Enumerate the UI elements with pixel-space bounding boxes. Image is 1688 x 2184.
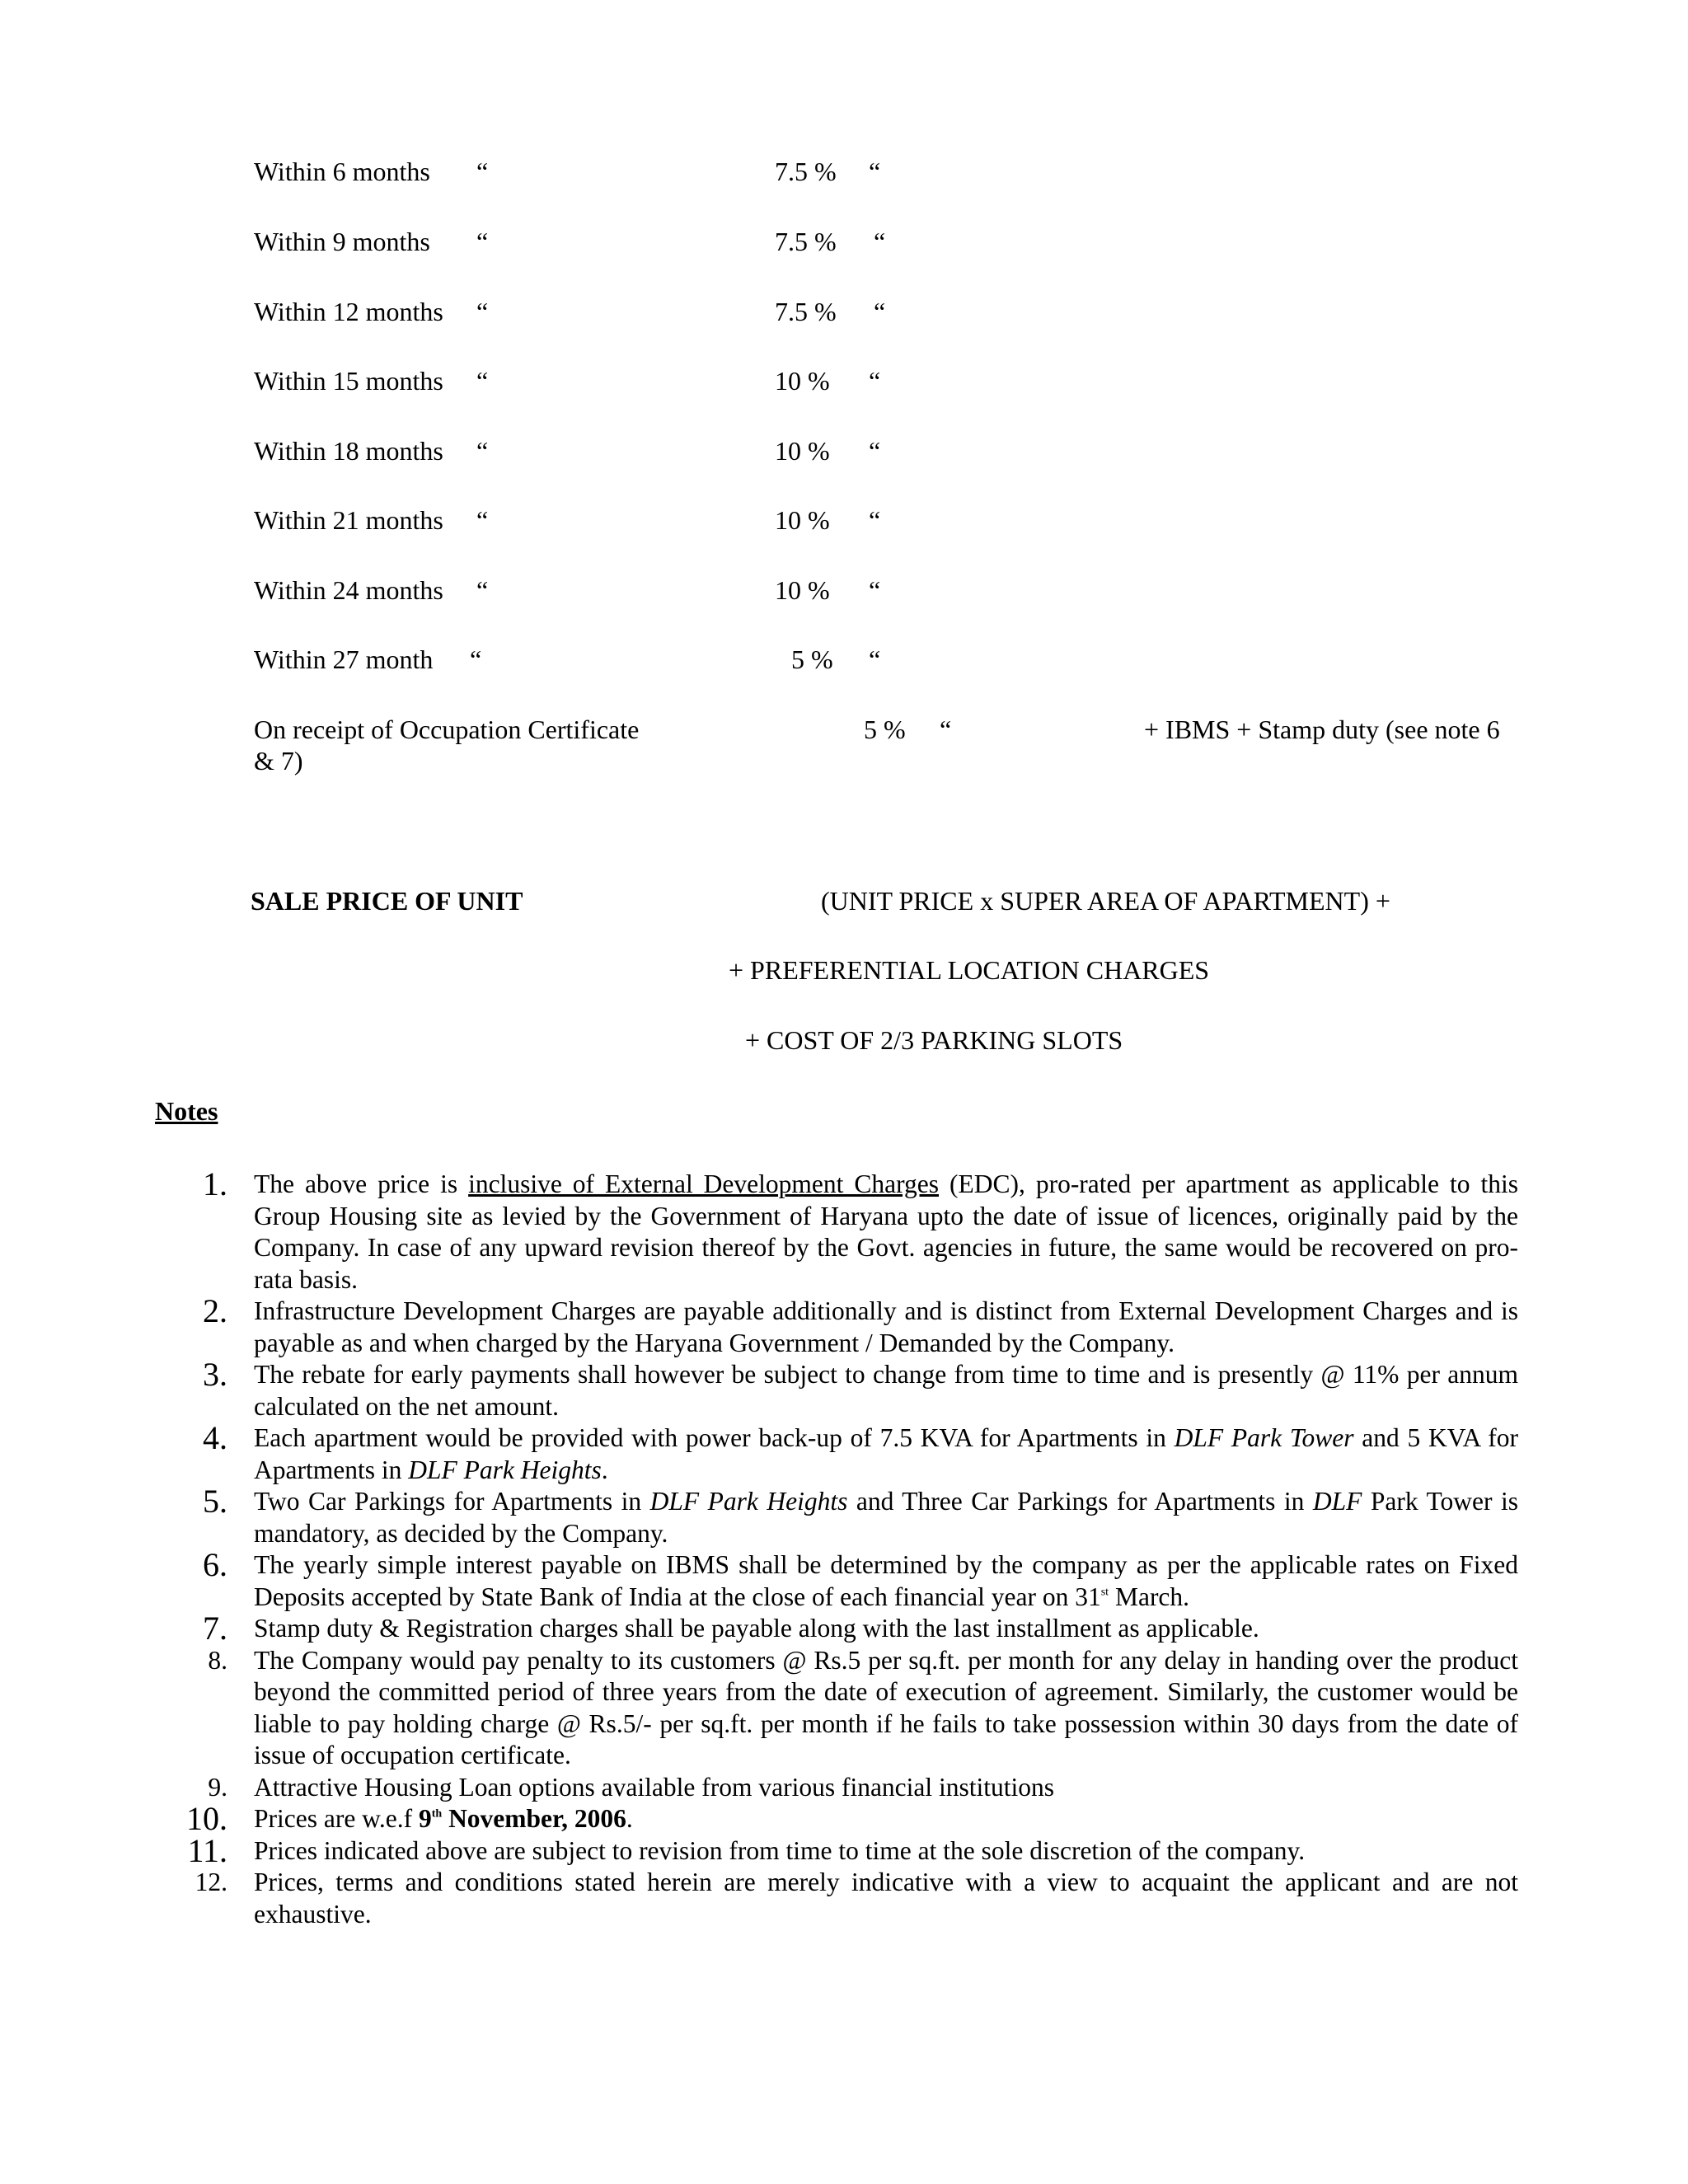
schedule-percent: 10 % (775, 436, 830, 466)
note-text: Attractive Housing Loan options available from various financial institutions (254, 1772, 1055, 1802)
note-text-part: and Three Car Parkings for Apartments in (847, 1487, 1313, 1516)
schedule-ditto: “ (874, 297, 886, 326)
sale-price-title: SALE PRICE OF UNIT (251, 886, 523, 916)
note-text-part: Prices are w.e.f (254, 1804, 419, 1833)
note-superscript: st (1100, 1585, 1109, 1598)
note-number: 3. (203, 1356, 227, 1393)
schedule-ditto: “ (476, 366, 489, 396)
schedule-percent: 5 % (791, 644, 833, 674)
note-italic-text: DLF Park Heights (408, 1455, 602, 1484)
sale-price-formula-line2: + PREFERENTIAL LOCATION CHARGES (729, 955, 1210, 985)
note-item (0, 1292, 1688, 1359)
note-text: Prices indicated above are subject to revision from time to time at the sole discretion of the company. (254, 1835, 1306, 1865)
note-item (0, 1772, 1688, 1804)
note-number: 10. (186, 1800, 227, 1837)
schedule-ditto: “ (476, 297, 489, 326)
schedule-period: Within 15 months (254, 366, 443, 396)
note-underlined-text: inclusive of External Development Charges (468, 1169, 940, 1198)
schedule-percent: 7.5 % (775, 297, 837, 326)
schedule-ditto: “ (869, 575, 881, 605)
occupation-ditto: “ (940, 715, 952, 744)
note-item (0, 1867, 1688, 1930)
schedule-ditto: “ (869, 436, 881, 466)
note-bold-text: November, 2006 (442, 1804, 626, 1833)
schedule-ditto: “ (476, 575, 489, 605)
schedule-ditto: “ (470, 644, 482, 674)
note-item (0, 1419, 1688, 1486)
note-text: Stamp duty & Registration charges shall be payable along with the last installment as applicable. (254, 1614, 1259, 1643)
note-text-part: and 5 KVA for Apartments in (254, 1423, 1518, 1484)
sale-price-formula-line1: (UNIT PRICE x SUPER AREA OF APARTMENT) + (821, 886, 1390, 916)
note-text: The rebate for early payments shall however be subject to change from time to time and is presently @ 11% per annum calculated on the net amount. (254, 1360, 1518, 1421)
note-number: 9. (208, 1772, 227, 1802)
note-number: 8. (208, 1645, 227, 1675)
schedule-period: Within 12 months (254, 297, 443, 326)
schedule-ditto: “ (476, 157, 489, 186)
note-text: Prices, terms and conditions stated herein are merely indicative with a view to acquaint the applicant and are not exhaustive. (254, 1868, 1518, 1929)
schedule-ditto: “ (869, 644, 881, 674)
note-text-part: . (626, 1804, 633, 1833)
note-text (254, 1803, 1518, 1835)
schedule-period: Within 6 months (254, 157, 430, 186)
note-italic-text: DLF Park Heights (649, 1487, 848, 1516)
note-text-part: Each apartment would be provided with power back-up of 7.5 KVA for Apartments in (254, 1423, 1175, 1452)
note-item (0, 1610, 1688, 1647)
note-number: 1. (203, 1165, 227, 1202)
note-text-part: Park Tower is mandatory, as decided by the Company. (254, 1487, 1518, 1548)
note-number: 12. (195, 1868, 227, 1896)
occupation-line2: & 7) (254, 746, 303, 776)
schedule-ditto: “ (869, 366, 881, 396)
note-text (254, 1486, 1518, 1549)
note-text (254, 1169, 1518, 1296)
note-item (0, 1165, 1688, 1296)
note-superscript: th (431, 1807, 443, 1821)
note-number: 11. (187, 1831, 227, 1869)
note-number: 7. (203, 1610, 227, 1647)
note-item (0, 1831, 1688, 1869)
schedule-percent: 10 % (775, 505, 830, 535)
note-italic-text: DLF Park Tower (1174, 1423, 1354, 1452)
schedule-percent: 10 % (775, 575, 830, 605)
note-item (0, 1800, 1688, 1837)
note-number: 4. (203, 1419, 227, 1456)
notes-heading: Notes (155, 1096, 218, 1126)
occupation-percent: 5 % (864, 715, 906, 744)
note-number: 2. (203, 1292, 227, 1329)
note-number: 6. (203, 1546, 227, 1583)
note-item (0, 1483, 1688, 1549)
note-text-part: . (601, 1455, 608, 1484)
schedule-percent: 10 % (775, 366, 830, 396)
note-text (254, 1549, 1518, 1613)
note-text-part: The above price is (254, 1169, 469, 1198)
note-text-part: Two Car Parkings for Apartments in (254, 1487, 650, 1516)
note-text: The Company would pay penalty to its customers @ Rs.5 per sq.ft. per month for any delay in handing over the product beyond the committed period of three years from the date of execution of agreement. Similarly, the customer would be liable to pay holding charge @ Rs.5/- per sq.ft. per month if he fails to take possession within 30 days from the date of issue of occupation certificate. (254, 1645, 1518, 1769)
schedule-period: Within 27 month (254, 644, 434, 674)
schedule-ditto: “ (476, 436, 489, 466)
occupation-line1: On receipt of Occupation Certificate (254, 715, 640, 744)
note-bold-text: 9 (418, 1804, 432, 1833)
schedule-ditto: “ (869, 505, 881, 535)
schedule-period: Within 18 months (254, 436, 443, 466)
schedule-ditto: “ (869, 157, 881, 186)
schedule-ditto: “ (874, 227, 886, 256)
schedule-period: Within 21 months (254, 505, 443, 535)
note-italic-text: DLF (1312, 1487, 1362, 1516)
note-item (0, 1356, 1688, 1422)
occupation-extra: + IBMS + Stamp duty (see note 6 (1144, 715, 1500, 744)
schedule-period: Within 9 months (254, 227, 430, 256)
schedule-ditto: “ (476, 505, 489, 535)
note-item (0, 1546, 1688, 1613)
note-text (254, 1422, 1518, 1486)
schedule-ditto: “ (476, 227, 489, 256)
sale-price-formula-line3: + COST OF 2/3 PARKING SLOTS (745, 1025, 1123, 1055)
note-text-part: March. (1109, 1582, 1190, 1611)
note-text-part: (EDC), pro-rated per apartment as applicable to this Group Housing site as levied by the Government of Haryana upto the date of issue of licences, originally paid by the Company. In case of any upward revision thereof by the Govt. agencies in future, the same would be recovered on pro-rata basis. (254, 1169, 1518, 1294)
notes-list (0, 1165, 1688, 1930)
note-text-part: The yearly simple interest payable on IBMS shall be determined by the company as per the applicable rates on Fixed Deposits accepted by State Bank of India at the close of each financial year on 31 (254, 1550, 1518, 1611)
note-item (0, 1645, 1688, 1772)
schedule-period: Within 24 months (254, 575, 443, 605)
schedule-percent: 7.5 % (775, 157, 837, 186)
note-text: Infrastructure Development Charges are payable additionally and is distinct from External Development Charges and is payable as and when charged by the Haryana Government / Demanded by the Company. (254, 1296, 1518, 1357)
schedule-percent: 7.5 % (775, 227, 837, 256)
note-number: 5. (203, 1483, 227, 1520)
